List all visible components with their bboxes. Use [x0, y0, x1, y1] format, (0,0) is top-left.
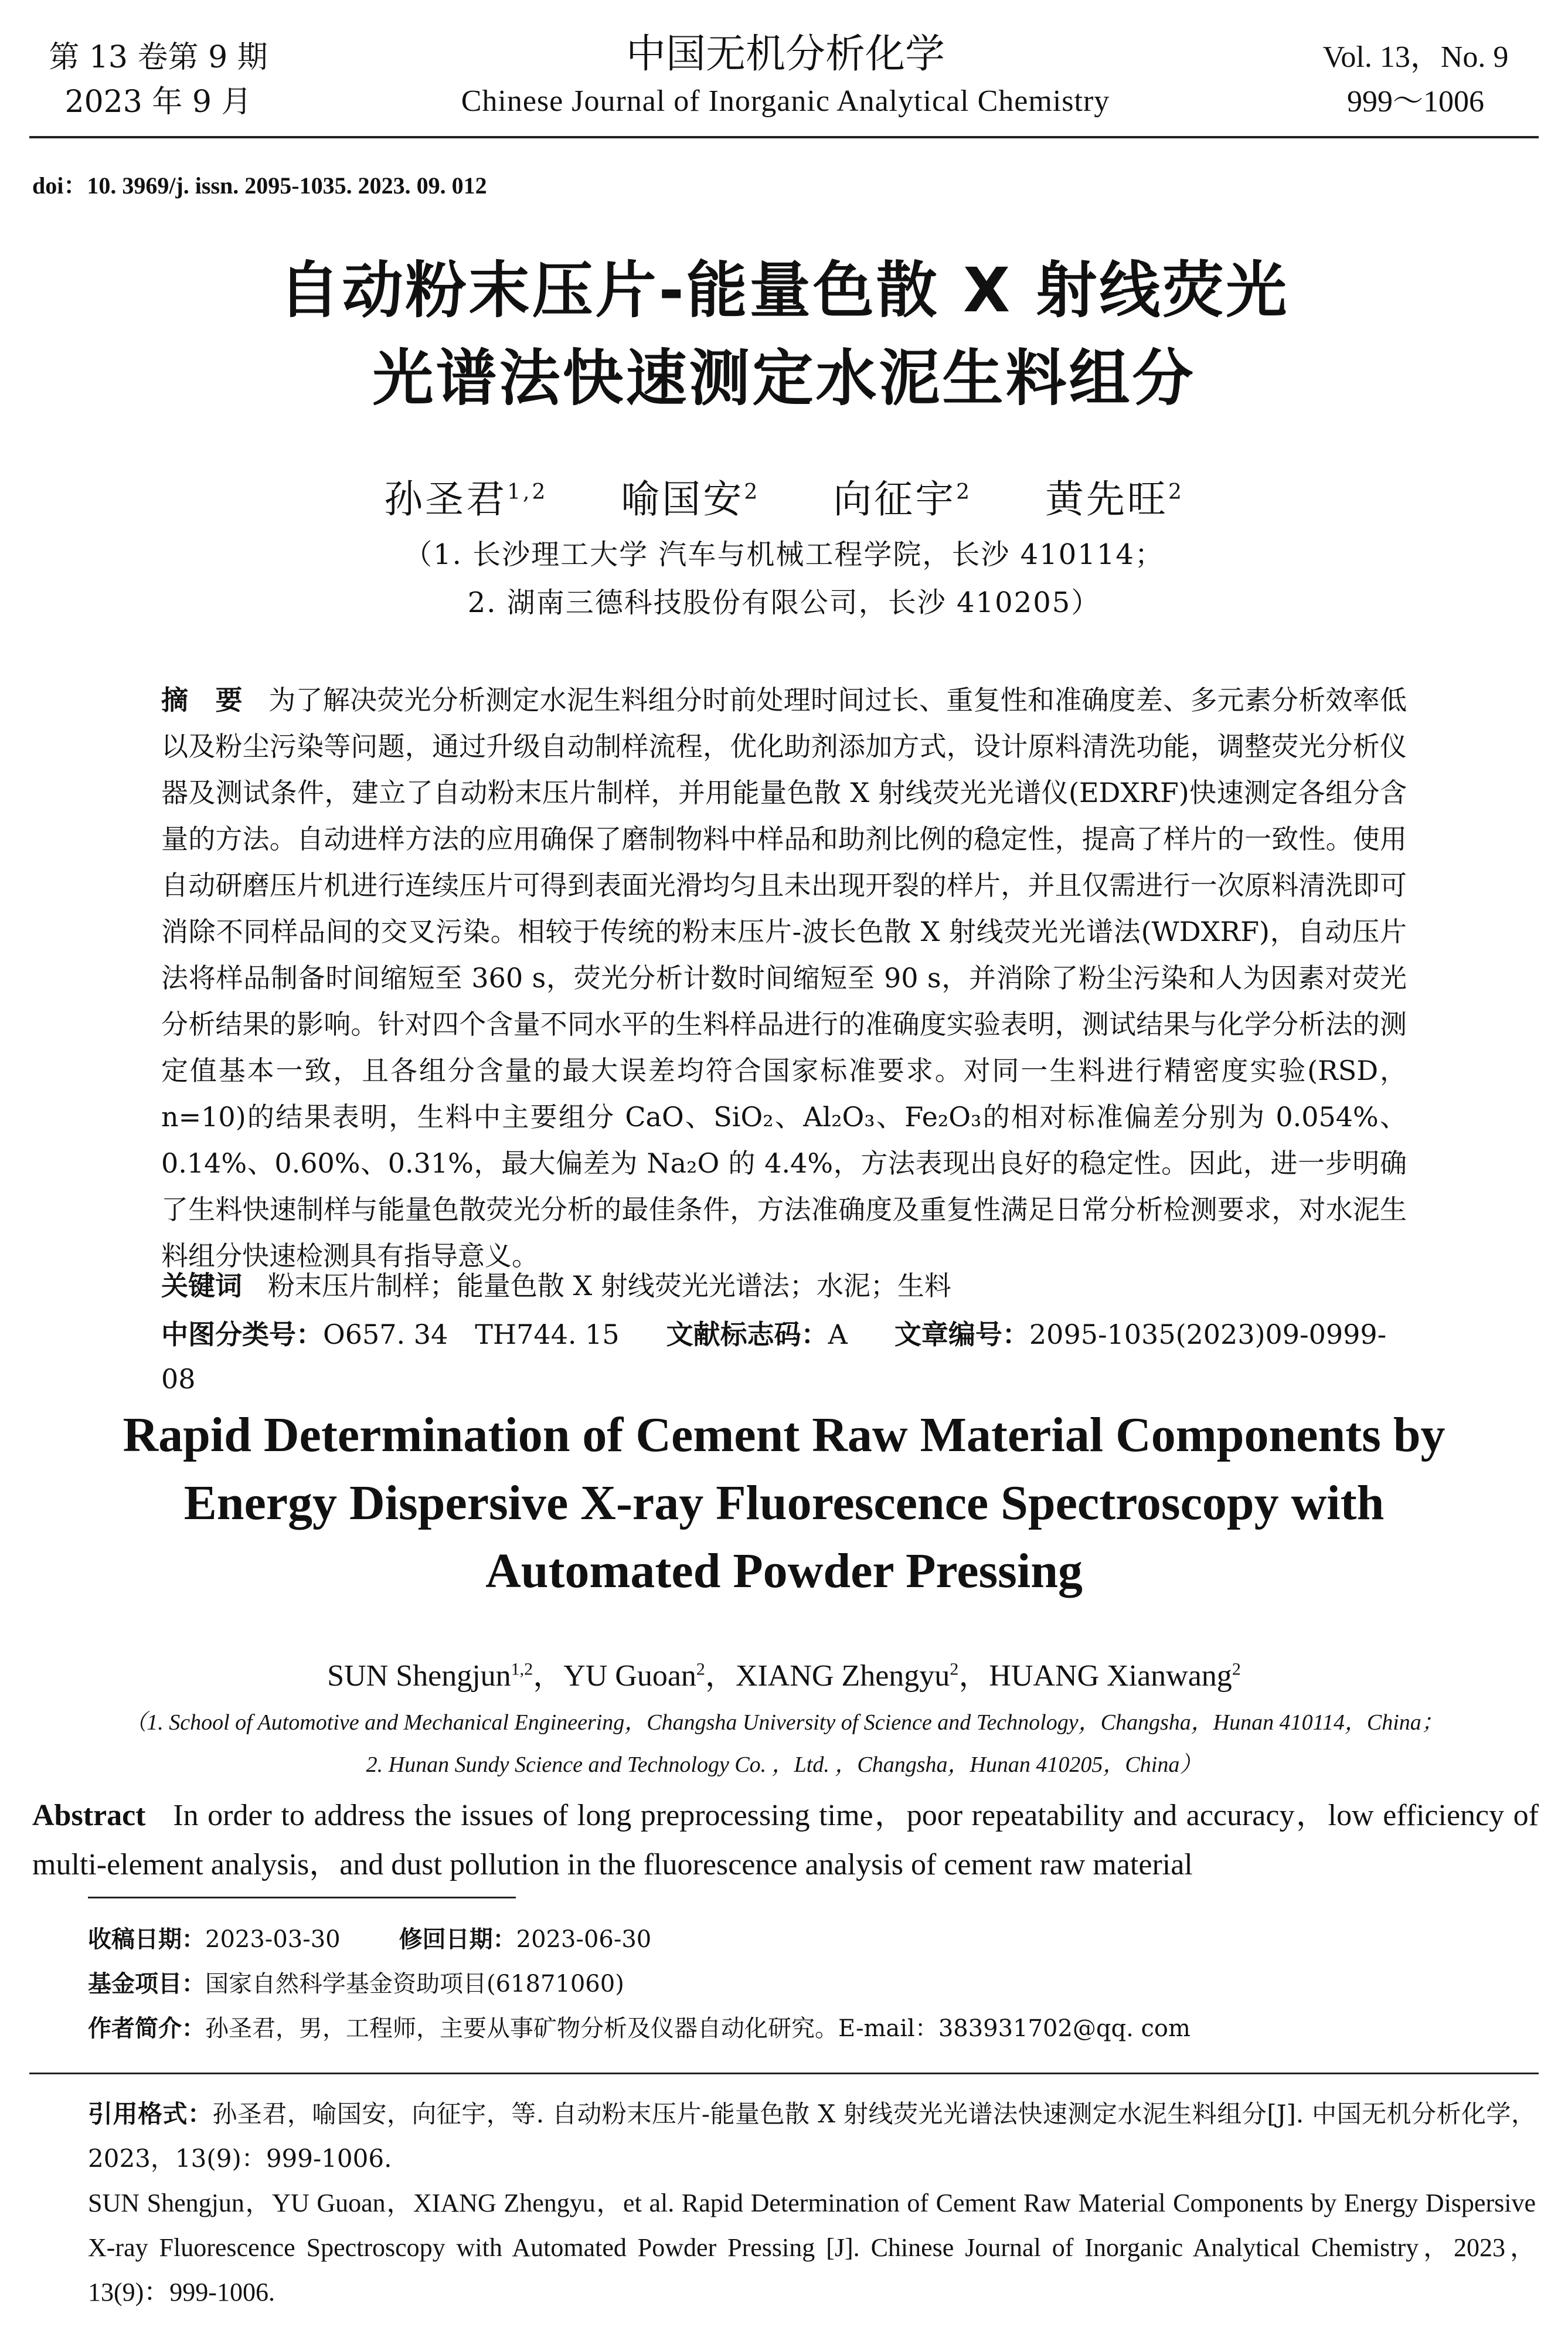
keywords-cn-label: 关键词	[161, 1270, 242, 1302]
title-cn-line: 光谱法快速测定水泥生料组分	[372, 342, 1196, 414]
citation	[88, 2092, 1536, 2315]
author-cn: 黄先旺$^2$	[1045, 477, 1184, 522]
abstract-en	[32, 1791, 1539, 1890]
classification-info	[161, 1312, 1407, 1401]
revised-label: 修回日期：	[399, 1926, 516, 1953]
keywords-cn-text: 粉末压片制样；能量色散 X 射线荧光光谱法；水泥；生料	[267, 1270, 951, 1302]
author-en: HUANG Xianwang$^2$	[989, 1659, 1241, 1693]
title-en	[88, 1401, 1480, 1605]
doc-code-label: 文献标志码：	[666, 1319, 828, 1350]
bio-label: 作者简介：	[88, 2015, 205, 2042]
volume-number: Vol. 13，No. 9	[1322, 40, 1509, 74]
fund-row	[88, 1962, 1524, 2006]
title-en-line: Rapid Determination of Cement Raw Material Components by	[123, 1408, 1445, 1462]
footnote-divider	[88, 1897, 516, 1898]
title-cn	[117, 246, 1451, 422]
volume-info	[1284, 35, 1547, 124]
doi[interactable]: doi：10. 3969/j. issn. 2095-1035. 2023. 09. 012	[32, 172, 487, 199]
journal-name-cn: 中国无机分析化学	[625, 31, 945, 77]
issue-date: 2023 年 9 月	[64, 84, 252, 120]
footnotes	[88, 1917, 1524, 2051]
revised-date: 2023-06-30	[516, 1926, 652, 1953]
author-cn: 喻国安$^2$	[621, 477, 760, 522]
received-label: 收稿日期：	[88, 1926, 205, 1953]
title-en-line: Automated Powder Pressing	[485, 1544, 1083, 1598]
affiliation-cn: 2. 湖南三德科技股份有限公司，长沙 410205）	[467, 586, 1101, 619]
authors-cn	[117, 466, 1451, 526]
citation-label: 引用格式：	[88, 2100, 213, 2128]
issue-number: 第 13 卷第 9 期	[49, 40, 268, 75]
citation-divider	[29, 2073, 1539, 2074]
header-divider	[29, 136, 1539, 138]
article-id-value: 2095-1035(2023)09-0999-08	[161, 1319, 1387, 1395]
journal-name-en: Chinese Journal of Inorganic Analytical Chemistry	[461, 84, 1110, 118]
abstract-cn-label: 摘 要	[161, 684, 243, 716]
affiliation-en: （1. School of Automotive and Mechanical Engineering，Changsha University of Science and Technology，Changsha，Hunan 410114，China；	[124, 1710, 1444, 1735]
fund-text: 国家自然科学基金资助项目(61871060)	[205, 1971, 624, 1998]
affiliations-en	[35, 1701, 1533, 1786]
bio-row	[88, 2006, 1524, 2051]
title-en-line: Energy Dispersive X-ray Fluorescence Spectroscopy with	[183, 1476, 1385, 1530]
bio-text: 孙圣君，男，工程师，主要从事矿物分析及仪器自动化研究。E-mail：383931702@qq. com	[205, 2015, 1191, 2042]
page-range: 999～1006	[1346, 85, 1484, 118]
affiliation-en: 2. Hunan Sundy Science and Technology Co. ，Ltd. ，Changsha，Hunan 410205，China）	[366, 1752, 1202, 1777]
citation-cn-text: 孙圣君，喻国安，向征宇，等. 自动粉末压片-能量色散 X 射线荧光光谱法快速测定水泥生料组分[J]. 中国无机分析化学，2023，13(9)：999-1006.	[88, 2100, 1536, 2173]
citation-en: SUN Shengjun，YU Guoan，XIANG Zhengyu，et al. Rapid Determination of Cement Raw Material Components by Energy Dispersive X-ray Fluorescence Spectroscopy with Automated Powder Pressing [J]. Chinese Journal of Inorganic Analytical Chemistry，2023，13(9)：999-1006.	[88, 2189, 1536, 2306]
abstract-en-text: In order to address the issues of long preprocessing time，poor repeatability and accuracy，low efficiency of multi-element analysis，and dust pollution in the fluorescence analysis of cement raw material	[32, 1799, 1539, 1881]
abstract-cn-text: 为了解决荧光分析测定水泥生料组分时前处理时间过长、重复性和准确度差、多元素分析效率低以及粉尘污染等问题，通过升级自动制样流程，优化助剂添加方式，设计原料清洗功能，调整荧光分析仪器及测试条件，建立了自动粉末压片制样，并用能量色散 X 射线荧光光谱仪(EDXRF)快速测定各组分含量的方法。自动进样方法的应用确保了磨制物料中样品和助剂比例的稳定性，提高了样片的一致性。使用自动研磨压片机进行连续压片可得到表面光滑均匀且未出现开裂的样片，并且仅需进行一次原料清洗即可消除不同样品间的交叉污染。相较于传统的粉末压片-波长色散 X 射线荧光光谱法(WDXRF)，自动压片法将样品制备时间缩短至 360 s，荧光分析计数时间缩短至 90 s，并消除了粉尘污染和人为因素对荧光分析结果的影响。针对四个含量不同水平的生料样品进行的准确度实验表明，测试结果与化学分析法的测定值基本一致，且各组分含量的最大误差均符合国家标准要求。对同一生料进行精密度实验(RSD，n=10)的结果表明，生料中主要组分 CaO、SiO₂、Al₂O₃、Fe₂O₃的相对标准偏差分别为 0.054%、0.14%、0.60%、0.31%，最大偏差为 Na₂O 的 4.4%，方法表现出良好的稳定性。因此，进一步明确了生料快速制样与能量色散荧光分析的最佳条件，方法准确度及重复性满足日常分析检测要求，对水泥生料组分快速检测具有指导意义。	[161, 684, 1407, 1272]
issue-info	[35, 35, 281, 124]
author-en: XIANG Zhengyu$^2$	[735, 1659, 959, 1693]
received-date: 2023-03-30	[205, 1926, 341, 1953]
clc-label: 中图分类号：	[161, 1319, 323, 1350]
doc-code-value: A	[828, 1319, 848, 1350]
authors-en: SUN Shengjun$^{1,2}$，YU Guoan$^2$，XIANG Zhengyu$^2$，HUANG Xianwang$^2$	[327, 1659, 1241, 1693]
author-en: SUN Shengjun$^{1,2}$	[327, 1659, 533, 1693]
abstract-en-label: Abstract	[32, 1799, 146, 1832]
title-cn-line: 自动粉末压片-能量色散 X 射线荧光	[278, 254, 1290, 326]
author-cn: 孙圣君$^{1,2}$	[384, 477, 548, 522]
affiliation-cn: （1. 长沙理工大学 汽车与机械工程学院，长沙 410114；	[404, 538, 1164, 571]
author-cn: 向征宇$^2$	[833, 477, 972, 522]
author-en: YU Guoan$^2$	[563, 1659, 705, 1693]
journal-name	[375, 28, 1196, 122]
keywords-cn	[161, 1263, 1407, 1308]
dates-row	[88, 1917, 1524, 1962]
citation-cn	[88, 2092, 1536, 2181]
article-id-label: 文章编号：	[894, 1319, 1029, 1350]
clc-value: O657. 34 TH744. 15	[323, 1319, 620, 1350]
fund-label: 基金项目：	[88, 1971, 205, 1998]
abstract-cn	[161, 677, 1407, 1279]
affiliations-cn	[117, 531, 1451, 627]
